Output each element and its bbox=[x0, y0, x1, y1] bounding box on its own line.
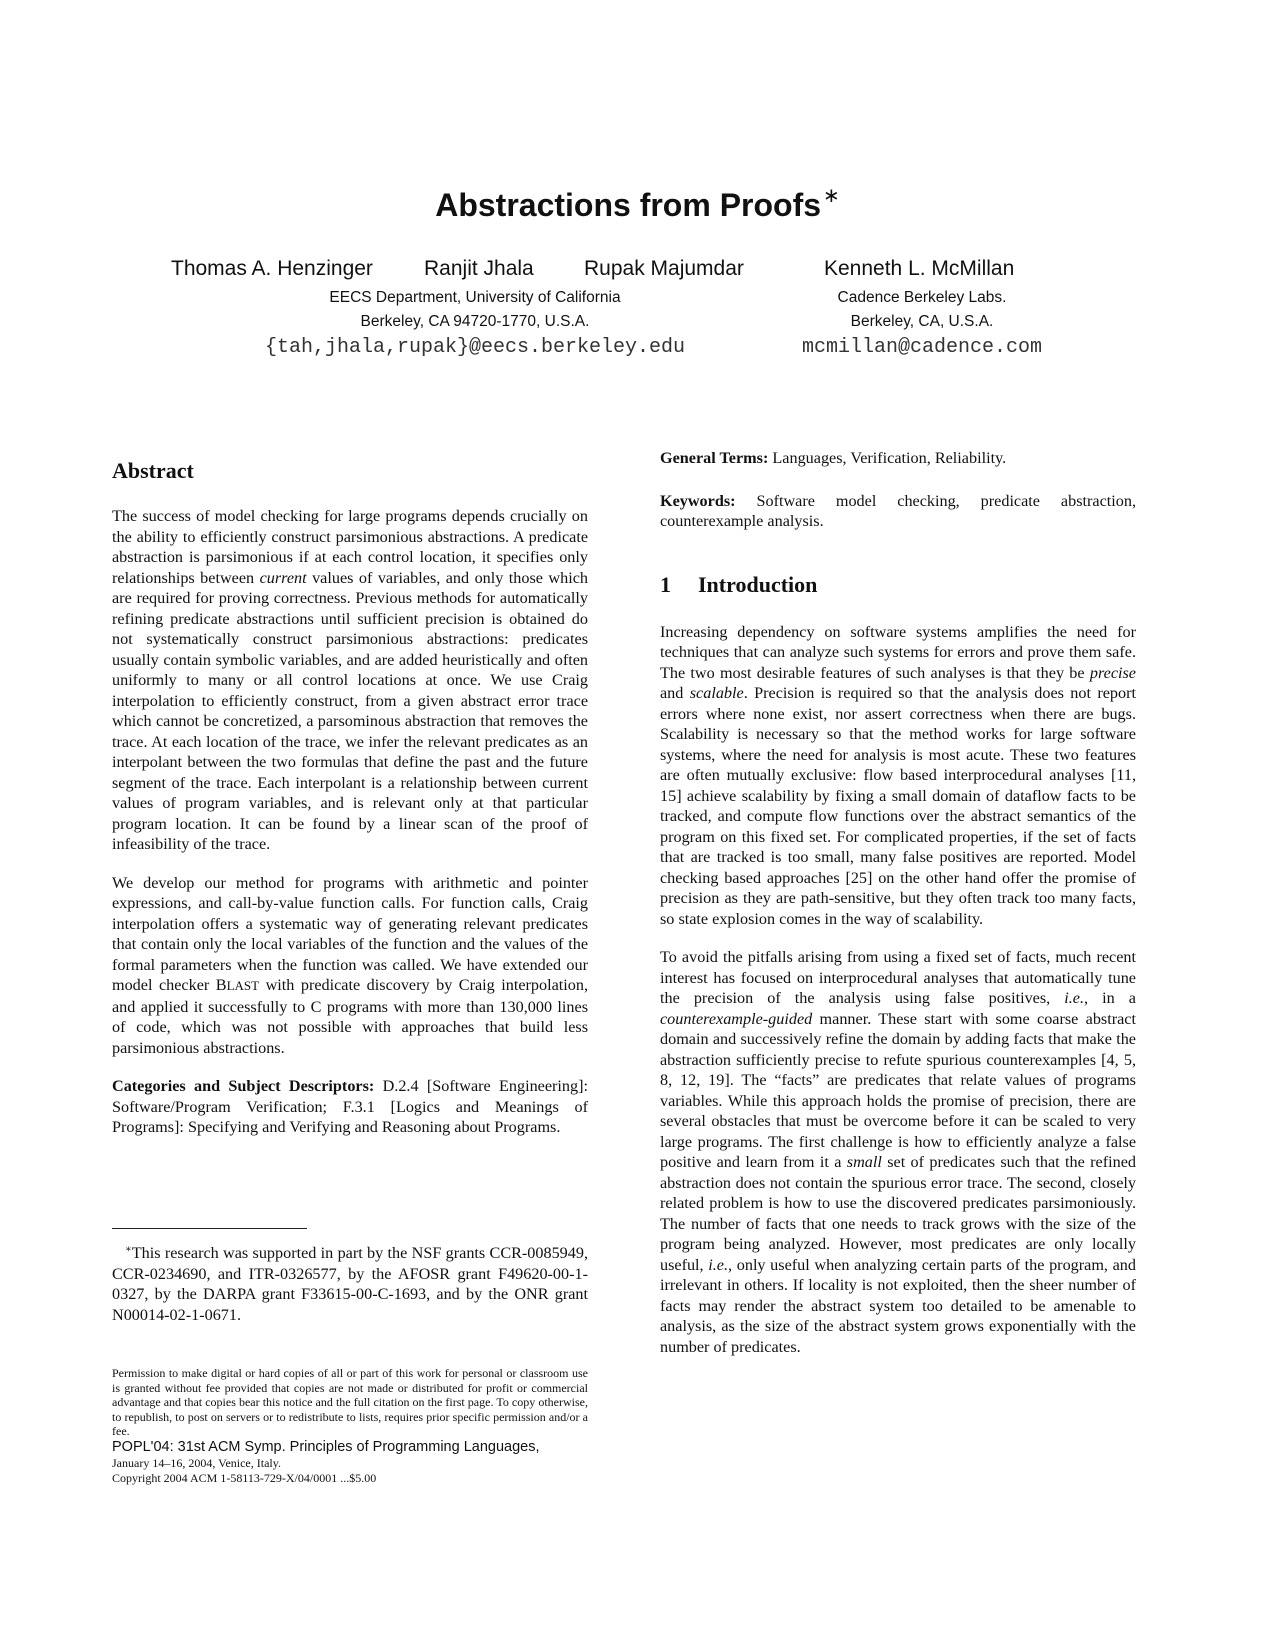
abstract-p1-emphasis: current bbox=[259, 568, 307, 587]
author-mcmillan: Kenneth L. McMillan bbox=[824, 257, 1015, 280]
abstract-p1-text-b: values of variables, and only those which are required for proving correctness. Previous methods for automatically refining predicate abstractions until sufficient precision is obtained do not systematically construct parsimonious abstractions: predicates usually contain symbolic variables, and are added heuristically and often uniformly to many or all control locations at once. We use Craig interpolation to efficiently construct, from a given abstract error trace which cannot be concretized, a parsominous abstraction that removes the trace. At each location of the trace, we infer the relevant predicates as an interpolant between the two formulas that define the past and the future segment of the trace. Each interpolant is a relationship between current values of program variables, and is relevant only at that particular program location. It can be found by a linear scan of the proof of infeasibility of the trace. bbox=[112, 568, 588, 853]
blast-name bbox=[216, 976, 259, 994]
blast-initial: B bbox=[215, 976, 227, 994]
intro-p2-text-b: in a bbox=[1088, 989, 1136, 1007]
intro-p2-emphasis-counterexample: counterexample-guided bbox=[660, 1009, 813, 1028]
intro-p1-emphasis-precise: precise bbox=[1089, 663, 1136, 682]
introduction-heading bbox=[660, 572, 1136, 598]
footnote bbox=[112, 1240, 588, 1325]
permission-text: Permission to make digital or hard copies of all or part of this work for personal or classroom use is granted without fee provided that copies are not made or distributed for profit or commercial advantage and that copies bear this notice and the full citation on the first page. To copy otherwise, to republish, to post on servers or to redistribute to lists, requires prior specific permission and/or a fee. bbox=[112, 1366, 588, 1439]
affiliation-dept: Cadence Berkeley Labs. bbox=[837, 289, 1007, 306]
paper-title bbox=[0, 176, 1275, 225]
abstract-p2-text-b: with predicate discovery by Craig interpolation, and applied it successfully to C programs with more than 130,000 lines of code, which was not possible with approaches that build less parsimonious abstractions. bbox=[112, 976, 589, 1057]
general-terms-label: General Terms: bbox=[660, 449, 769, 467]
conference-name: POPL'04: 31st ACM Symp. Principles of Programming Languages, bbox=[112, 1438, 540, 1455]
abstract-heading: Abstract bbox=[112, 458, 194, 483]
footnote-rule bbox=[112, 1228, 307, 1229]
intro-p2-text-e: only useful when analyzing certain parts of the program, and irrelevant in others. If locality is not exploited, then the sheer number of facts may render the abstract system too detailed to be amenable to analysis, as the size of the abstract system grows exponentially with the number of predicates. bbox=[660, 1255, 1136, 1356]
keywords-label: Keywords: bbox=[660, 491, 736, 510]
author-majumdar: Rupak Majumdar bbox=[584, 257, 744, 280]
blast-smallcaps: LAST bbox=[226, 978, 260, 993]
intro-p1-and: and bbox=[660, 684, 690, 702]
intro-p2-text-d: set of predicates such that the refined abstraction does not contain the spurious error trace. The second, closely related problem is how to use the discovered predicates parsimoniously. The number of facts that one needs to track grows with the size of the program being analyzed. However, most predicates are only locally useful, bbox=[660, 1153, 1136, 1274]
intro-p2-emphasis-small: small bbox=[846, 1153, 882, 1171]
left-column bbox=[112, 458, 588, 1156]
intro-p2-ie-2: i.e., bbox=[708, 1255, 733, 1274]
general-terms-paragraph bbox=[660, 448, 1136, 469]
title-text: Abstractions from Proofs bbox=[435, 187, 822, 223]
intro-p1-text-b: . Precision is required so that the analysis does not report errors where none exist, nor assert correctness when there are bugs. Scalability is necessary so that the method works for large software systems, where the need for analysis is most acute. These two features are often mutually exclusive: flow based interprocedural analyses [11, 15] achieve scalability by fixing a small domain of dataflow facts to be tracked, and compute flow functions over the abstract semantics of the program on this fixed set. For complicated properties, if the set of facts that are tracked is too small, many false positives are reported. Model checking based approaches [25] on the other hand offer the promise of precision as they are path-sensitive, but they often track too many facts, so state explosion comes in the way of scalability. bbox=[660, 684, 1137, 928]
introduction-paragraph-2 bbox=[660, 947, 1136, 1357]
footnote-text: This research was supported in part by the NSF grants CCR-0085949, CCR-0234690, and ITR-0326577, by the AFOSR grant F49620-00-1-0327, by the DARPA grant F33615-00-C-1693, and by the ONR grant N00014-02-1-0671. bbox=[112, 1244, 589, 1324]
introduction-paragraph-1 bbox=[660, 622, 1136, 930]
intro-p1-emphasis-scalable: scalable bbox=[689, 684, 744, 702]
abstract-p2-text-a: We develop our method for programs with arithmetic and pointer expressions, and call-by-value function calls. For function calls, Craig interpolation offers a systematic way of generating relevant predicates that contain only the local variables of the function and the values of the formal parameters when the function was called. We have extended our model checker bbox=[112, 873, 588, 994]
author-jhala: Ranjit Jhala bbox=[424, 257, 534, 280]
keywords-paragraph bbox=[660, 491, 1136, 532]
affiliation-cadence bbox=[782, 286, 1062, 362]
categories-label: Categories and Subject Descriptors: bbox=[112, 1077, 375, 1095]
affiliation-berkeley bbox=[235, 286, 715, 362]
section-number: 1 bbox=[660, 571, 671, 597]
conference-dates: January 14–16, 2004, Venice, Italy. bbox=[112, 1455, 281, 1470]
intro-p2-text-c: manner. These start with some coarse abstract domain and successively refine the domain by adding facts that make the abstraction sufficiently precise to refute spurious counterexamples [4, 5, 8, 12, 19]. The “facts” are predicates that relate values of programs variables. While this approach holds the promise of precision, there are several obstacles that must be overcome before it can be scaled to very large programs. The first challenge is how to efficiently analyze a false positive and learn from it a bbox=[660, 1009, 1136, 1171]
right-column bbox=[660, 449, 1137, 1375]
abstract-paragraph-1 bbox=[112, 506, 588, 855]
copyright-line: Copyright 2004 ACM 1-58113-729-X/04/0001 ...$5.00 bbox=[112, 1470, 377, 1485]
intro-p2-ie-1: i.e., bbox=[1064, 989, 1089, 1007]
categories-paragraph bbox=[112, 1076, 588, 1138]
footnote-mark: ∗ bbox=[124, 1244, 132, 1255]
affiliation-dept: EECS Department, University of California bbox=[329, 289, 621, 306]
abstract-p1-text-a: The success of model checking for large programs depends crucially on the ability to efficiently construct parsimonious abstractions. A predicate abstraction is parsimonious if at each control location, it specifies only relationships between bbox=[112, 507, 588, 587]
categories-text: D.2.4 [Software Engineering]: Software/Program Verification; F.3.1 [Logics and Meanings of Programs]: Specifying and Verifying and Reasoning about Programs. bbox=[112, 1077, 589, 1136]
affiliation-address: Berkeley, CA 94720-1770, U.S.A. bbox=[360, 313, 590, 330]
permission-block bbox=[112, 1366, 588, 1485]
intro-p2-text-a: To avoid the pitfalls arising from using a fixed set of facts, much recent interest has focused on interprocedural analyses that automatically tune the precision of the analysis using false positives, bbox=[660, 948, 1136, 1007]
keywords-text: Software model checking, predicate abstraction, counterexample analysis. bbox=[660, 491, 1136, 530]
affiliation-email: mcmillan@cadence.com bbox=[801, 336, 1043, 359]
author-henzinger: Thomas A. Henzinger bbox=[171, 257, 373, 280]
affiliation-address: Berkeley, CA, U.S.A. bbox=[850, 313, 994, 330]
general-terms-text: Languages, Verification, Reliability. bbox=[768, 449, 1007, 467]
title-footnote-mark: ∗ bbox=[823, 185, 840, 207]
section-title: Introduction bbox=[698, 571, 818, 597]
affiliation-email: {tah,jhala,rupak}@eecs.berkeley.edu bbox=[264, 336, 686, 359]
abstract-paragraph-2 bbox=[112, 873, 588, 1059]
intro-p1-text-a: Increasing dependency on software systems amplifies the need for techniques that can analyze such systems for errors and prove them safe. The two most desirable features of such analyses is that they be bbox=[660, 622, 1136, 682]
